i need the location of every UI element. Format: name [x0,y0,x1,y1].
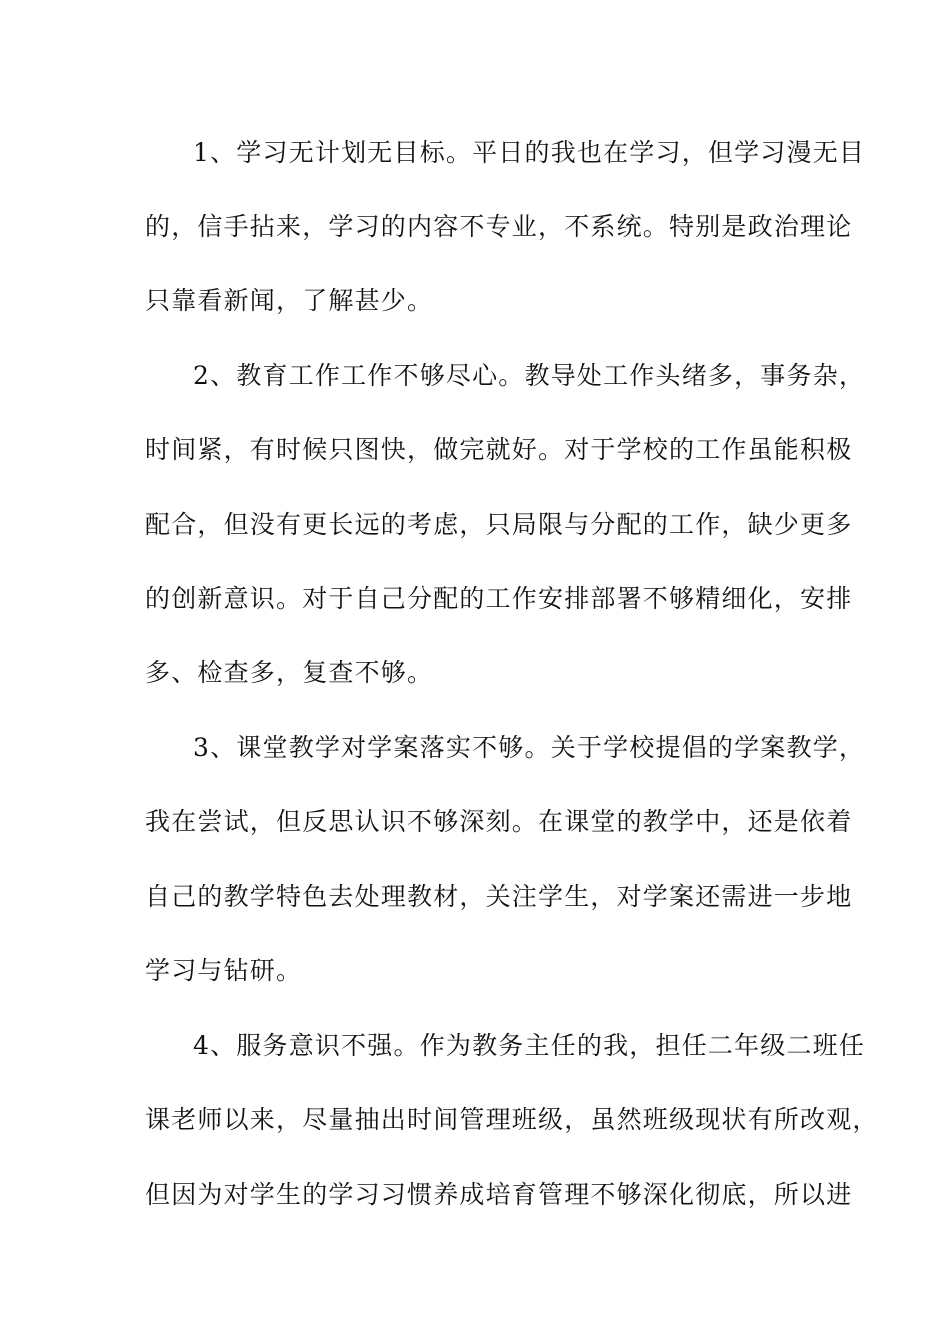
text-line: 2、教育工作工作不够尽心。教导处工作头绪多，事务杂， [193,361,866,390]
text-line: 的创新意识。对于自己分配的工作安排部署不够精细化，安排 [145,584,853,613]
text-line: 时间紧，有时候只图快，做完就好。对于学校的工作虽能积极 [145,435,853,464]
text-line: 1、学习无计划无目标。平日的我也在学习，但学习漫无目 [193,138,866,167]
text-line: 只靠看新闻，了解甚少。 [145,286,434,315]
text-line: 课老师以来，尽量抽出时间管理班级，虽然班级现状有所改观， [145,1105,879,1134]
text-line: 学习与钻研。 [145,956,303,985]
text-line: 但因为对学生的学习习惯养成培育管理不够深化彻底，所以进 [145,1180,853,1209]
text-line: 自己的教学特色去处理教材，关注学生，对学案还需进一步地 [145,882,853,911]
text-line: 4、服务意识不强。作为教务主任的我，担任二年级二班任 [193,1031,866,1060]
text-line: 的，信手拈来，学习的内容不专业，不系统。特别是政治理论 [145,212,853,241]
text-line: 3、课堂教学对学案落实不够。关于学校提倡的学案教学， [193,733,866,762]
text-line: 我在尝试，但反思认识不够深刻。在课堂的教学中，还是依着 [145,807,853,836]
text-line: 配合，但没有更长远的考虑，只局限与分配的工作，缺少更多 [145,510,853,539]
text-line: 多、检查多，复查不够。 [145,658,434,687]
